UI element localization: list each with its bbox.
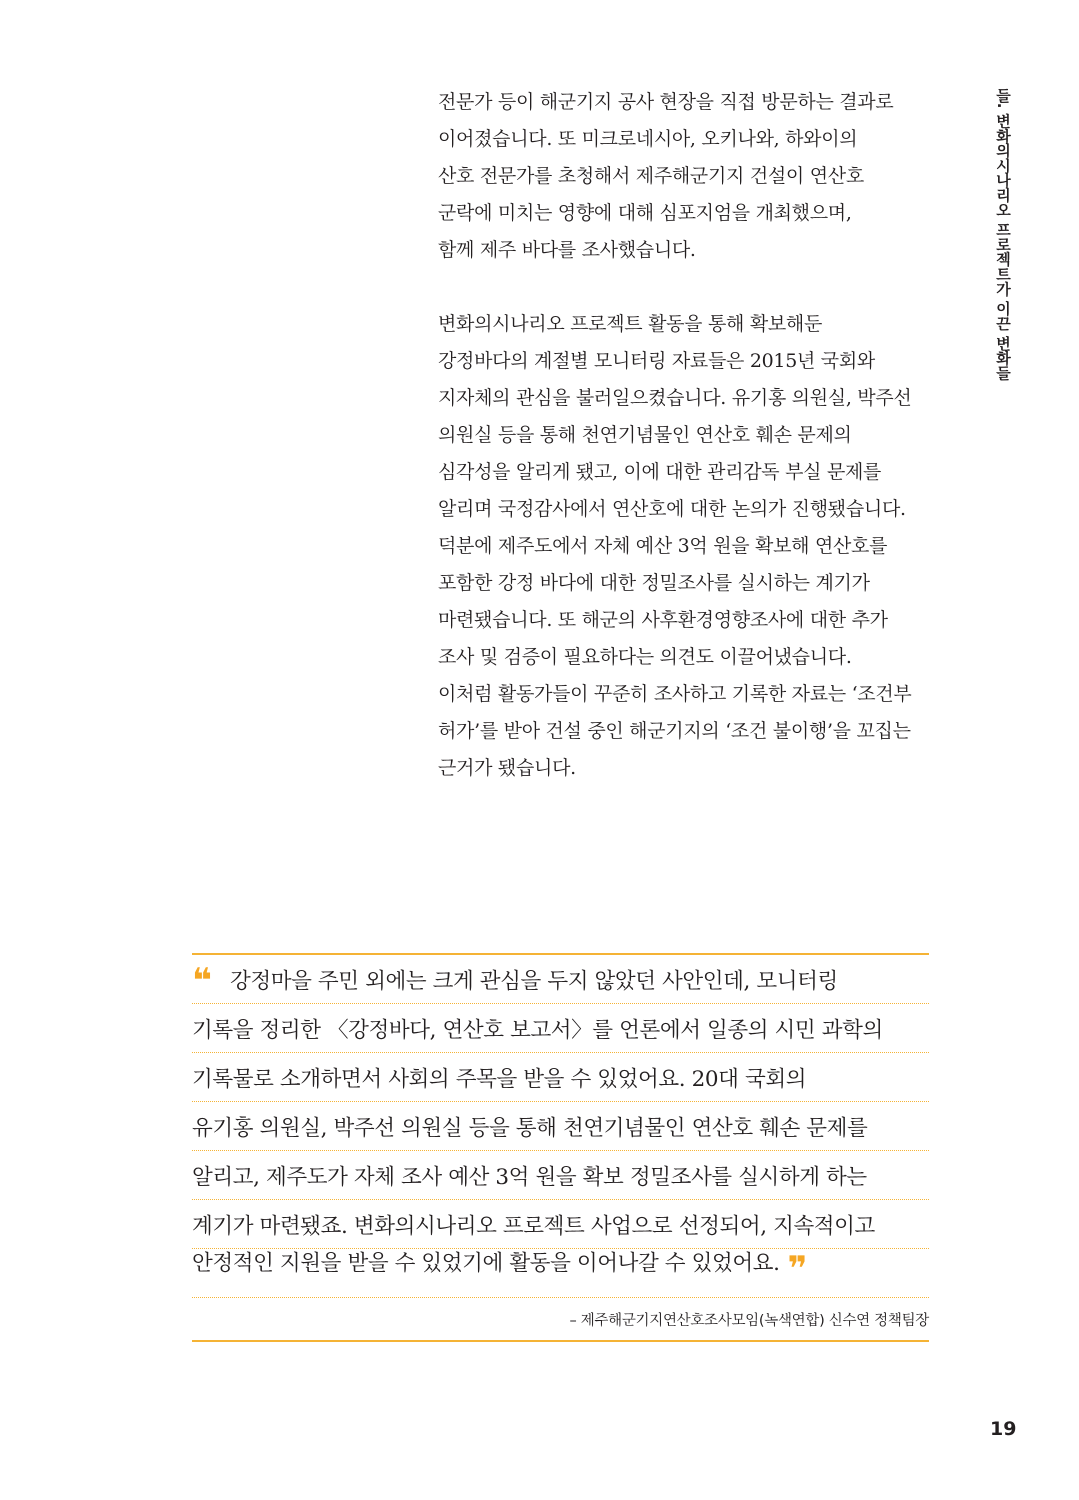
text-line: 알리며 국정감사에서 연산호에 대한 논의가 진행됐습니다. xyxy=(438,498,906,520)
quote-line xyxy=(192,955,929,1004)
quote-line xyxy=(192,1053,929,1102)
attribution-text: – 제주해군기지연산호조사모임(녹색연합) 신수연 정책팀장 xyxy=(569,1313,929,1329)
pull-quote xyxy=(192,953,929,1342)
quote-line xyxy=(192,1249,929,1298)
body-text xyxy=(438,84,938,787)
quote-text: 기록을 정리한 〈강정바다, 연산호 보고서〉를 언론에서 일종의 시민 과학의 xyxy=(192,1018,883,1043)
text-line: 강정바다의 계절별 모니터링 자료들은 2015년 국회와 xyxy=(438,350,875,372)
quote-text: 강정마을 주민 외에는 크게 관심을 두지 않았던 사안인데, 모니터링 xyxy=(230,969,838,994)
text-line: 산호 전문가를 초청해서 제주해군기지 건설이 연산호 xyxy=(438,165,864,187)
text-line: 군락에 미치는 영향에 대해 심포지엄을 개최했으며, xyxy=(438,202,852,224)
text-line: 조사 및 검증이 필요하다는 의견도 이끌어냈습니다. xyxy=(438,646,852,668)
paragraph-1 xyxy=(438,84,938,269)
quote-line xyxy=(192,1151,929,1200)
paragraph-2 xyxy=(438,306,938,787)
text-line: 덕분에 제주도에서 자체 예산 3억 원을 확보해 연산호를 xyxy=(438,535,888,557)
page-number: 19 xyxy=(990,1418,1017,1440)
text-line: 이처럼 활동가들이 꾸준히 조사하고 기록한 자료는 ‘조건부 xyxy=(438,683,912,705)
quote-text: 안정적인 지원을 받을 수 있었기에 활동을 이어나갈 수 있었어요. xyxy=(192,1251,780,1276)
text-line: 포함한 강정 바다에 대한 정밀조사를 실시하는 계기가 xyxy=(438,572,870,594)
quote-line xyxy=(192,1004,929,1053)
quote-text: 알리고, 제주도가 자체 조사 예산 3억 원을 확보 정밀조사를 실시하게 하는 xyxy=(192,1165,867,1190)
quote-line-last xyxy=(192,1246,804,1289)
quote-attribution xyxy=(192,1298,929,1342)
text-line: 의원실 등을 통해 천연기념물인 연산호 훼손 문제의 xyxy=(438,424,852,446)
text-line: 지자체의 관심을 불러일으켰습니다. 유기홍 의원실, 박주선 xyxy=(438,387,912,409)
text-line: 심각성을 알리게 됐고, 이에 대한 관리감독 부실 문제를 xyxy=(438,461,882,483)
text-line: 변화의시나리오 프로젝트 활동을 통해 확보해둔 xyxy=(438,313,823,335)
quote-text: 유기홍 의원실, 박주선 의원실 등을 통해 천연기념물인 연산호 훼손 문제를 xyxy=(192,1116,868,1141)
text-line: 허가’를 받아 건설 중인 해군기지의 ‘조건 불이행’을 꼬집는 xyxy=(438,720,911,742)
quote-text: 기록물로 소개하면서 사회의 주목을 받을 수 있었어요. 20대 국회의 xyxy=(192,1067,807,1092)
text-line: 전문가 등이 해군기지 공사 현장을 직접 방문하는 결과로 xyxy=(438,91,894,113)
quote-line xyxy=(192,1102,929,1151)
text-line: 이어졌습니다. 또 미크로네시아, 오키나와, 하와이의 xyxy=(438,128,858,150)
open-quote-icon: ❝ xyxy=(192,961,209,1001)
close-quote-icon: ❞ xyxy=(787,1249,805,1289)
text-line: 근거가 됐습니다. xyxy=(438,757,576,779)
quote-line xyxy=(192,1200,929,1249)
text-line: 함께 제주 바다를 조사했습니다. xyxy=(438,239,696,261)
quote-text: 계기가 마련됐죠. 변화의시나리오 프로젝트 사업으로 선정되어, 지속적이고 xyxy=(192,1214,875,1239)
text-line: 마련됐습니다. 또 해군의 사후환경영향조사에 대한 추가 xyxy=(438,609,888,631)
running-header: 들. 변화의시나리오 프로젝트가 이끈 변화들 xyxy=(994,88,1012,380)
